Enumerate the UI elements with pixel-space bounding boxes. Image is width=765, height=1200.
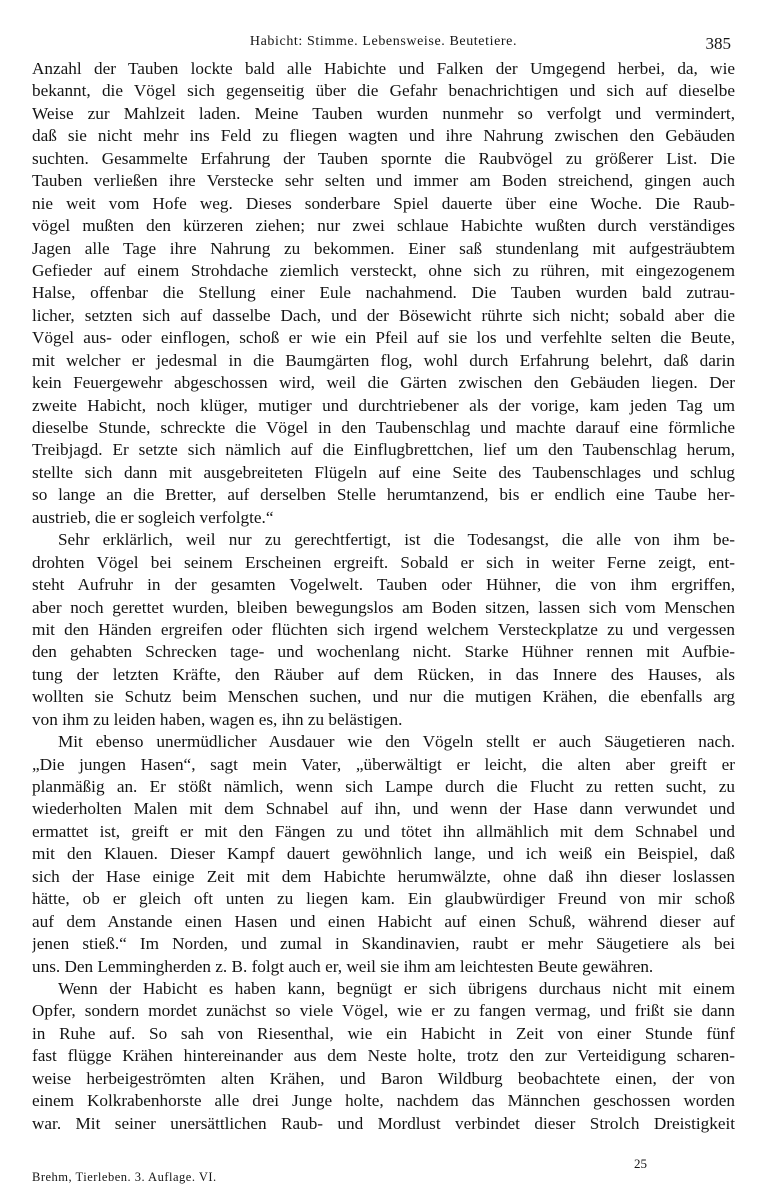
text-line: in Ruhe auf. So sah von Riesenthal, wie ein Habicht in Zeit von einer Stunde fünf <box>32 1023 735 1043</box>
text-line: daß sie nicht mehr ins Feld zu fliegen wagten und ihre Nahrung zwischen den Gebäuden <box>32 126 735 146</box>
text-line: fast flügge Krähen hintereinander aus dem Neste holte, trotz den zur Verteidigung scharen- <box>32 1046 735 1066</box>
text-line: suchten. Gesammelte Erfahrung der Tauben spornte die Raubvögel zu größerer List. Die <box>32 148 735 168</box>
text-line: Anzahl der Tauben lockte bald alle Habichte und Falken der Umgegend herbei, da, wie <box>32 59 735 78</box>
text-line: bekannt, die Vögel sich gegenseitig über die Gefahr benachrichtigen und sich auf dieselbe <box>32 81 735 101</box>
text-line: Sehr erklärlich, weil nur zu gerechtfertigt, ist die Todesangst, die alle von ihm be- <box>58 530 735 550</box>
text-line: Tauben verließen ihre Verstecke sehr selten und immer am Boden streichend, gingen auch <box>32 171 735 191</box>
text-line: licher, setzten sich auf dasselbe Dach, und der Bösewicht rührte sich nicht; sobald aber die <box>32 305 735 325</box>
text-line: jenen stieß.“ Im Norden, und zumal in Skandinavien, raubt er mehr Säugetiere als bei <box>32 934 735 954</box>
text-line: tung der letzten Kräfte, den Räuber auf dem Rücken, in das Innere des Hauses, als <box>32 664 735 684</box>
text-line: steht Aufruhr in der gesamten Vogelwelt. Tauben oder Hühner, die von ihm ergriffen, <box>32 575 735 595</box>
text-line: planmäßig an. Er stößt nämlich, wenn sich Lampe durch die Flucht zu retten sucht, zu <box>32 777 735 796</box>
text-line: von ihm zu leiden haben, wagen es, ihn zu belästigen. <box>32 709 403 729</box>
running-head <box>32 0 735 58</box>
text-line: „Die jungen Hasen“, sagt mein Vater, „überwältigt er leicht, die alten aber greift er <box>32 754 735 774</box>
text-line: wiederholten Malen mit dem Schnabel auf ihn, und wenn der Hase dann verwundet und <box>32 799 735 819</box>
page-footer <box>32 1156 735 1186</box>
text-line: drohten Vögel bei seinem Erscheinen ergreift. Sobald er sich in weiter Ferne zeigt, ent- <box>32 552 735 572</box>
text-line: stellte sich dann mit ausgebreiteten Flügeln auf eine Seite des Taubenschlages und schlug <box>32 462 735 482</box>
text-line: Halse, offenbar die Stellung einer Eule nachahmend. Die Tauben wurden bald zutrau- <box>32 283 735 303</box>
text-line: einem Kolkrabenhorste alle drei Junge holte, nachdem das Männchen geschossen worden <box>32 1091 735 1111</box>
text-line: den gehabten Schrecken tage- und wochenlang nicht. Starke Hühner rennen mit Aufbie- <box>32 642 735 662</box>
text-line: Jagen alle Tage ihre Nahrung zu bekommen. Einer saß stundenlang mit aufgesträubtem <box>32 238 735 258</box>
text-line: Wenn der Habicht es haben kann, begnügt er sich übrigens durchaus nicht mit einem <box>58 978 735 998</box>
text-line: auf dem Anstande einen Hasen und einen Habicht auf einen Schuß, während dieser auf <box>32 911 735 931</box>
running-title: Habicht: Stimme. Lebensweise. Beutetiere. <box>249 34 518 49</box>
text-line: mit welcher er jedesmal in die Baumgärten flog, wohl durch Erfahrung belehrt, daß darin <box>32 350 735 370</box>
text-line: nie weit vom Hofe weg. Dieses sonderbare Spiel dauerte über eine Woche. Die Raub- <box>32 193 735 213</box>
text-line: wollten sie Schutz beim Menschen suchen, und nur die mutigen Krähen, die ebenfalls arg <box>32 687 735 707</box>
text-line: ermattet ist, greift er mit den Fängen zu und tötet ihn allmählich mit dem Schnabel und <box>32 821 735 841</box>
text-line: Treibjagd. Er setzte sich nämlich auf die Einflugbrettchen, lief um den Taubenschlag herum, <box>32 440 735 460</box>
text-line: weise herbeigeströmten alten Krähen, und Baron Wildburg beobachtete einen, der von <box>32 1068 735 1088</box>
sheet-number: 25 <box>634 1156 647 1171</box>
page-number: 385 <box>705 34 731 53</box>
text-line: zweite Habicht, noch klüger, mutiger und durchtriebener als der vorige, kam jeden Tag um <box>32 395 735 415</box>
text-line: so lange an die Bretter, auf derselben Stelle herumtanzend, bis er endlich eine Taube her- <box>32 485 735 505</box>
text-line: Opfer, sondern mordet zunächst so viele Vögel, wie er zu fangen vermag, und frißt sie dann <box>32 1001 735 1021</box>
printer-signature: Brehm, Tierleben. 3. Auflage. VI. <box>32 1170 217 1184</box>
text-line: mit den Händen ergreifen oder flüchten sich irgend welchem Versteckplatze zu und vergessen <box>32 619 735 639</box>
text-line: uns. Den Lemmingherden z. B. folgt auch er, weil sie ihm am leichtesten Beute gewähren. <box>32 956 654 976</box>
text-line: hätte, ob er gleich oft unten zu liegen kam. Ein glaubwürdiger Freund von mir schoß <box>32 889 735 909</box>
text-line: war. Mit seiner unersättlichen Raub- und Mordlust verbindet dieser Strolch Dreistigkeit <box>32 1113 735 1133</box>
text-line: Mit ebenso unermüdlicher Ausdauer wie den Vögeln stellt er auch Säugetieren nach. <box>58 732 735 752</box>
text-line: Vögel aus- oder einflogen, schoß er wie ein Pfeil auf sie los und verfehlte selten die Beute, <box>32 328 735 348</box>
text-line: kein Feuergewehr abgeschossen wird, weil die Gärten zwischen den Gebäuden liegen. Der <box>32 373 735 393</box>
text-line: Gefieder auf einem Strohdache ziemlich versteckt, ohne sich zu rühren, mit eingezogenem <box>32 260 735 280</box>
text-line: Weise zur Mahlzeit laden. Meine Tauben wurden nunmehr so verfolgt und vermindert, <box>32 103 735 123</box>
text-line: vögel mußten den kürzeren ziehen; nur zwei schlaue Habichte wußten durch verständiges <box>32 216 735 236</box>
text-line: austrieb, die er sogleich verfolgte.“ <box>32 507 274 527</box>
text-line: sich der Hase einige Zeit mit dem Habichte herumwälzte, ohne daß ihn dieser loslassen <box>32 866 735 886</box>
text-line: mit den Klauen. Dieser Kampf dauert gewöhnlich lange, und ich weiß ein Beispiel, daß <box>32 844 735 864</box>
body-text <box>32 58 735 1135</box>
text-line: dieselbe Stunde, schreckte die Vögel in den Taubenschlag und machte darauf eine förmliche <box>32 418 735 437</box>
text-line: aber noch gerettet wurden, bleiben bewegungslos am Boden sitzen, lassen sich vom Menschen <box>32 597 735 617</box>
